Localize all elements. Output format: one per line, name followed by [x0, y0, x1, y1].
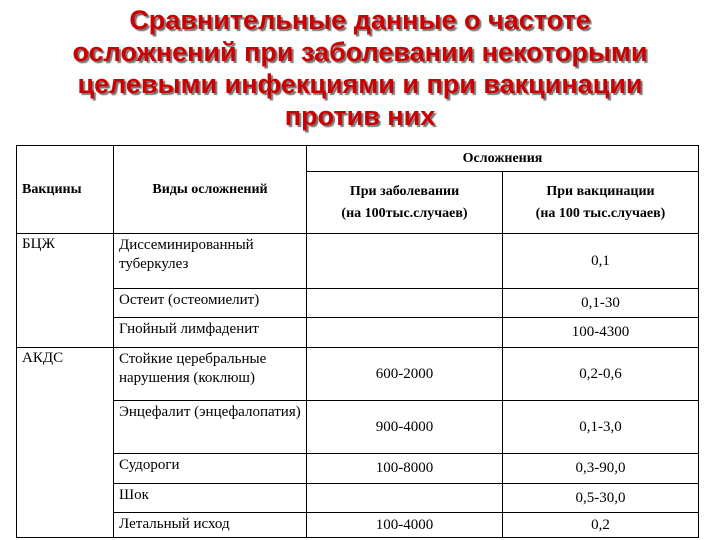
disease-rate: 100-8000: [307, 454, 503, 484]
vaccination-rate: 0,1-3,0: [503, 401, 699, 454]
table-row: [17, 318, 699, 348]
title-line: Сравнительные данные о частоте: [129, 5, 591, 35]
table-row: [17, 289, 699, 318]
disease-rate: [307, 289, 503, 318]
disease-rate: [307, 234, 503, 289]
table-row: [17, 348, 699, 401]
disease-rate: 600-2000: [307, 348, 503, 401]
complication-type: Гнойный лимфаденит: [114, 318, 307, 348]
title-line: против них: [284, 101, 436, 131]
header-disease: [307, 172, 503, 234]
vaccination-rate: 0,3-90,0: [503, 454, 699, 484]
disease-rate: [307, 318, 503, 348]
vaccination-rate: 0,2-0,6: [503, 348, 699, 401]
title-line: целевыми инфекциями и при вакцинации: [77, 69, 643, 99]
header-types: Виды осложнений: [114, 146, 307, 234]
table-row: [17, 513, 699, 538]
vaccine-cell: БЦЖ: [17, 234, 114, 348]
header-vaccines: Вакцины: [17, 146, 114, 234]
table-row: [17, 454, 699, 484]
complication-type: Стойкие церебральные нарушения (коклюш): [114, 348, 307, 401]
table-row: [17, 484, 699, 513]
table-row: [17, 401, 699, 454]
disease-rate: [307, 484, 503, 513]
header-complications: Осложнения: [307, 146, 699, 172]
header-disease-label: При заболевании: [349, 183, 460, 199]
complications-table: [16, 145, 699, 538]
vaccination-rate: 100-4300: [503, 318, 699, 348]
header-vaccination: [503, 172, 699, 234]
disease-rate: 100-4000: [307, 513, 503, 538]
complication-type: Шок: [114, 484, 307, 513]
title-line: осложнений при заболевании некоторыми: [72, 37, 648, 67]
vaccination-rate: 0,2: [503, 513, 699, 538]
complication-type: Судороги: [114, 454, 307, 484]
complication-type: Энцефалит (энцефалопатия): [114, 401, 307, 454]
complication-type: Летальный исход: [114, 513, 307, 538]
complication-type: Диссеминированный туберкулез: [114, 234, 307, 289]
vaccination-rate: 0,1-30: [503, 289, 699, 318]
header-vaccination-unit: (на 100 тыс.случаев): [535, 205, 666, 221]
vaccination-rate: 0,1: [503, 234, 699, 289]
disease-rate: 900-4000: [307, 401, 503, 454]
table-row: [17, 234, 699, 289]
header-vaccination-label: При вакцинации: [546, 183, 655, 199]
page-title: [20, 4, 700, 132]
vaccination-rate: 0,5-30,0: [503, 484, 699, 513]
header-disease-unit: (на 100тыс.случаев): [341, 205, 468, 221]
vaccine-cell: АКДС: [17, 348, 114, 538]
complication-type: Остеит (остеомиелит): [114, 289, 307, 318]
